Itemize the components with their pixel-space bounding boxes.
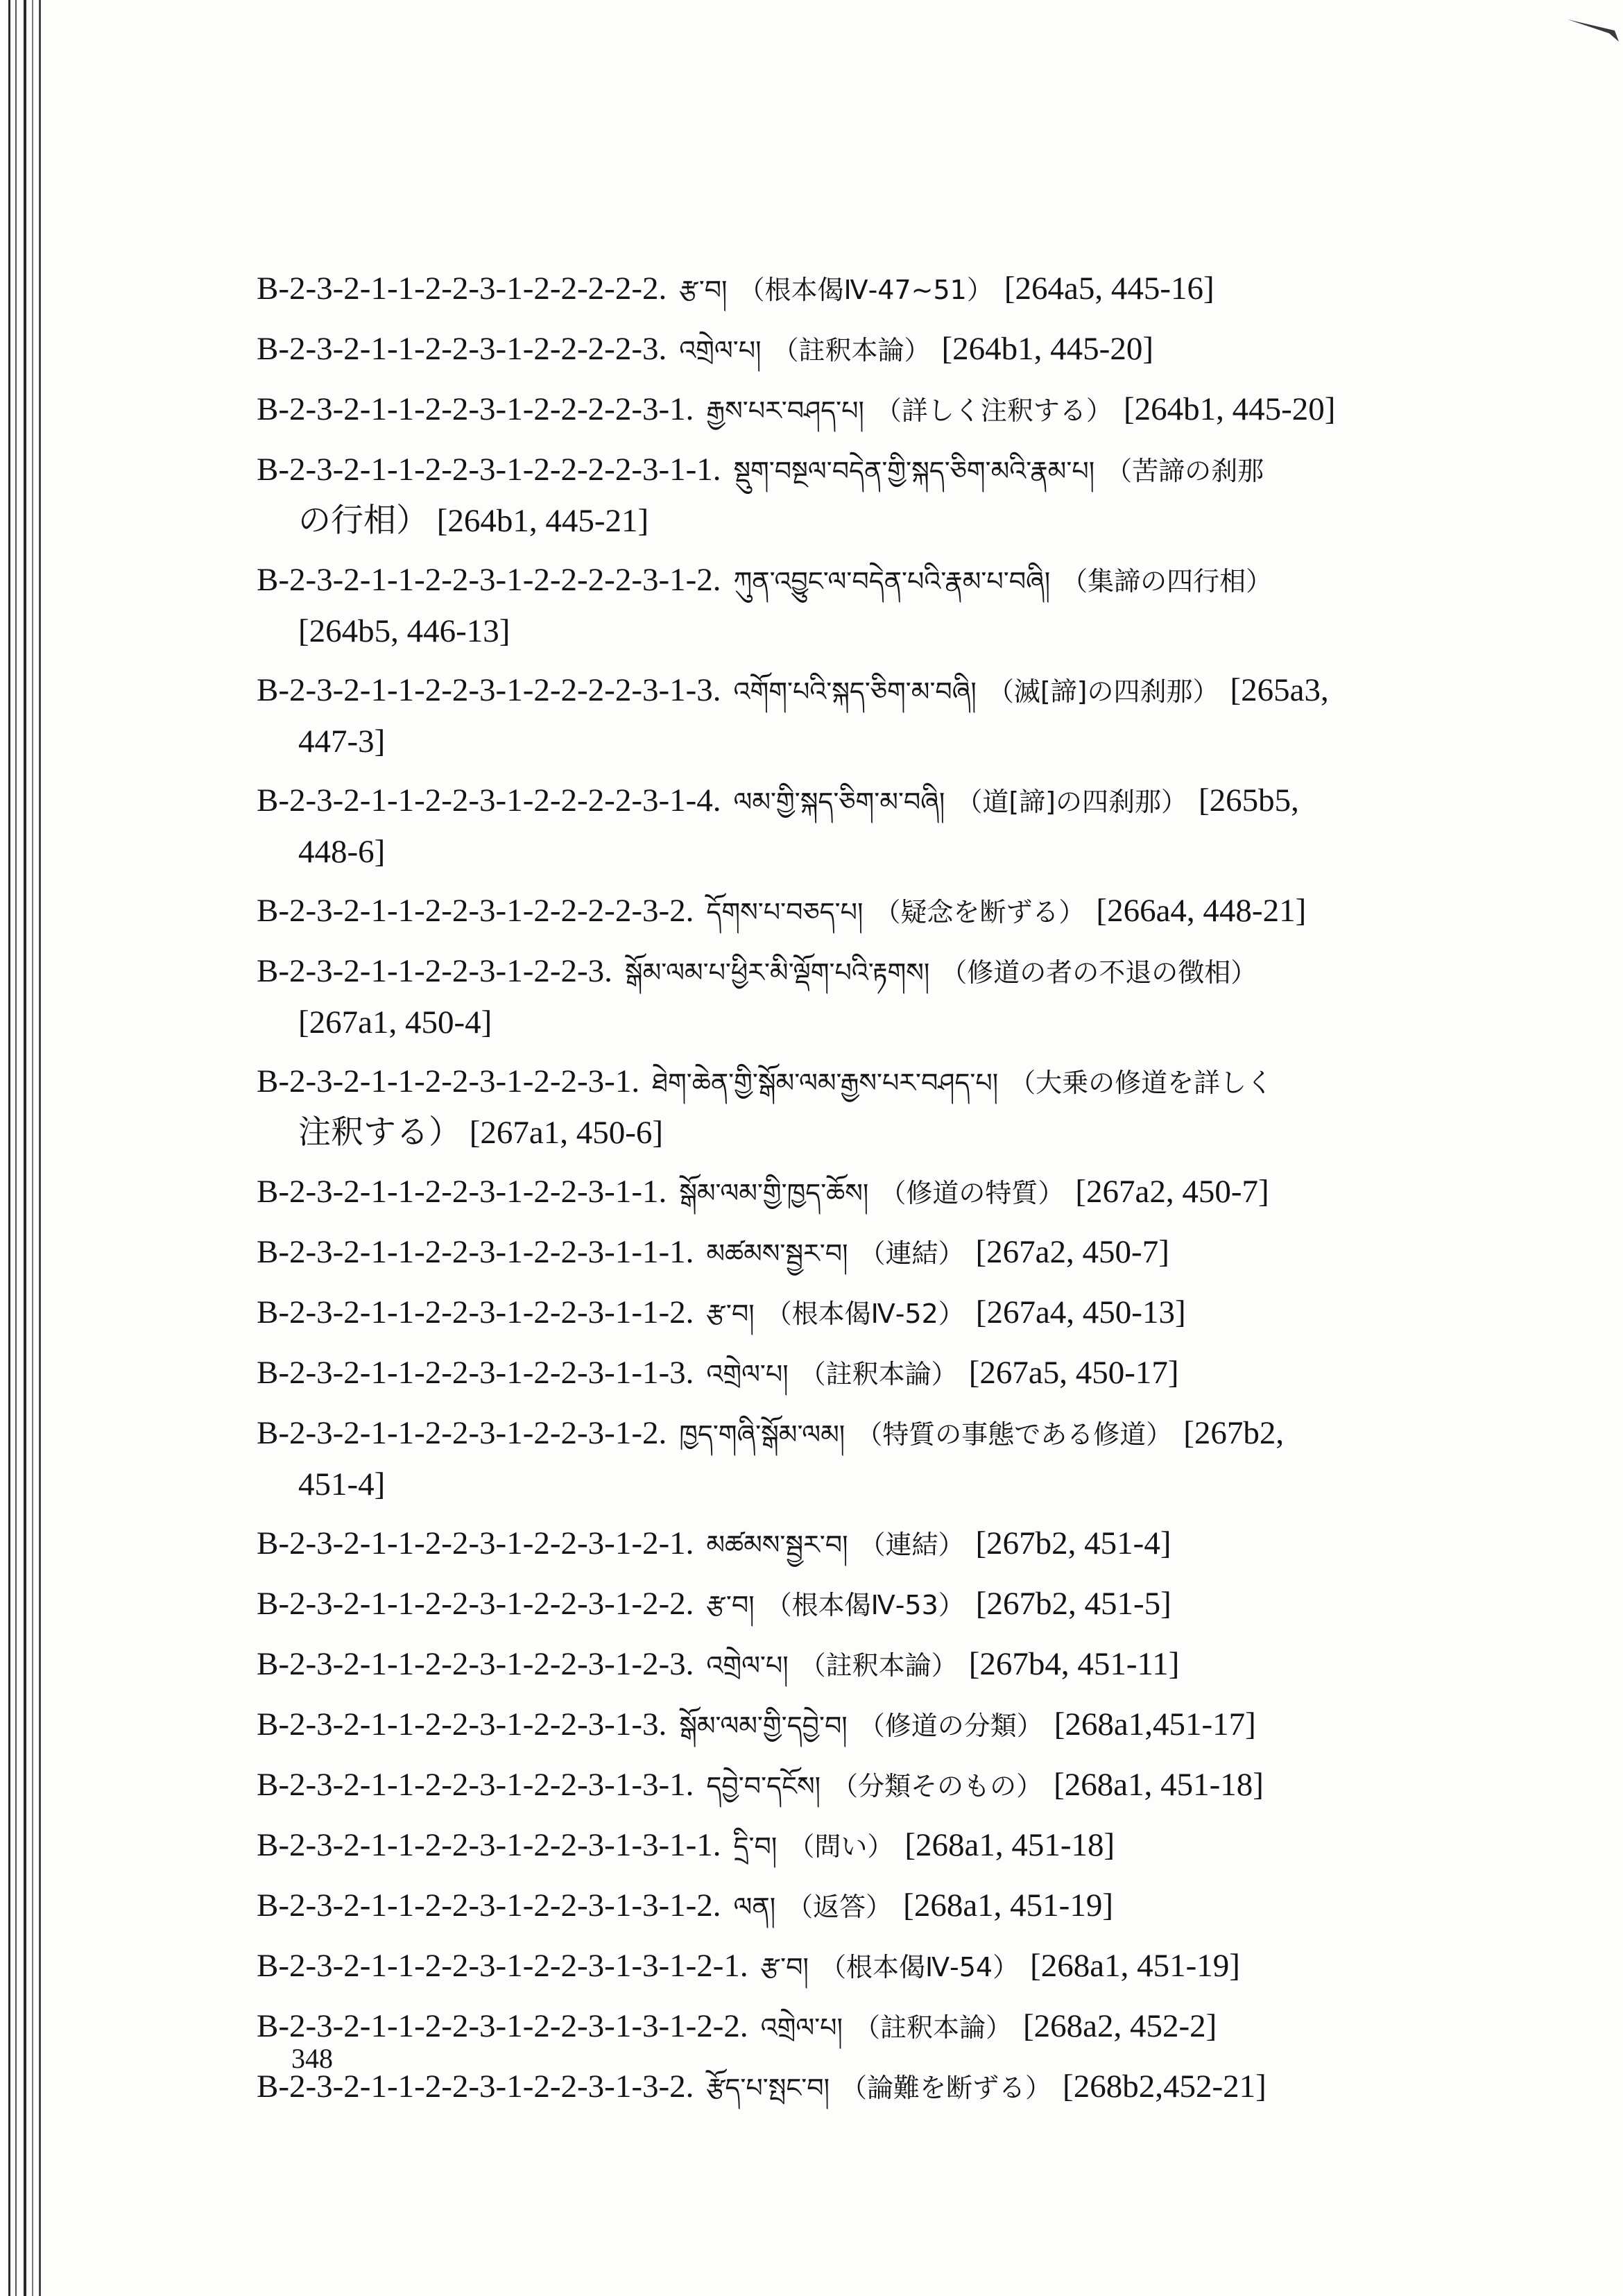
tibetan-heading: སྒོམ་ལམ་པ་ཕྱིར་མི་ལྡོག་པའི་རྟགས།	[624, 957, 930, 988]
section-code: B-2-3-2-1-1-2-2-3-1-2-2-2-2-3-1-2.	[257, 562, 721, 598]
section-code: B-2-3-2-1-1-2-2-3-1-2-2-2-2-3-1-1.	[257, 452, 721, 488]
outline-list	[257, 264, 1450, 2122]
section-code: B-2-3-2-1-1-2-2-3-1-2-2-3-1-1.	[257, 1174, 667, 1210]
japanese-gloss: （根本偈Ⅳ-53）	[765, 1590, 965, 1620]
folio-reference: [268a1, 451-19]	[1030, 1948, 1240, 1984]
folio-reference: [266a4, 448-21]	[1096, 893, 1307, 929]
folio-reference: [267b2, 451-4]	[975, 1525, 1171, 1561]
tibetan-heading: ཐེག་ཆེན་གྱི་སྒོམ་ལམ་རྒྱས་པར་བཤད་པ།	[652, 1068, 999, 1098]
japanese-gloss: （大乗の修道を詳しく	[1009, 1068, 1273, 1098]
tibetan-heading: སྡུག་བསྔལ་བདེན་གྱི་སྐད་ཅིག་མའི་རྣམ་པ།	[733, 456, 1095, 486]
japanese-gloss: （道[諦]の四刹那）	[956, 787, 1187, 817]
outline-entry	[257, 1167, 1450, 1218]
tibetan-heading: ཀུན་འབྱུང་ལ་བདེན་པའི་རྣམ་པ་བཞི།	[733, 566, 1051, 597]
folio-reference: [264b1, 445-20]	[1123, 391, 1336, 427]
section-code: B-2-3-2-1-1-2-2-3-1-2-2-2-2-3-1.	[257, 391, 694, 427]
tibetan-heading: ཁྱད་གཞི་སྒོམ་ལམ།	[679, 1419, 845, 1450]
tibetan-heading: མཚམས་སྦྱར་བ།	[706, 1238, 848, 1269]
outline-entry	[257, 1820, 1450, 1871]
outline-entry	[257, 2001, 1450, 2053]
folio-reference: [267a2, 450-7]	[1075, 1174, 1269, 1210]
tibetan-heading: མཚམས་སྦྱར་བ།	[706, 1530, 848, 1560]
outline-entry	[257, 1639, 1450, 1690]
japanese-gloss: （滅[諦]の四刹那）	[987, 676, 1219, 707]
section-code: B-2-3-2-1-1-2-2-3-1-2-2-3-1-3-1.	[257, 1767, 694, 1803]
tibetan-heading: རྩ་བ།	[706, 1299, 755, 1329]
japanese-gloss: （返答）	[787, 1892, 893, 1922]
outline-entry	[257, 1348, 1450, 1399]
binding-edge	[0, 0, 55, 2296]
entry-continuation: [267a1, 450-4]	[298, 1004, 492, 1040]
folio-reference: [268a1, 451-19]	[903, 1887, 1113, 1924]
japanese-gloss: （註釈本論）	[799, 1359, 958, 1389]
outline-entry	[257, 324, 1450, 375]
folio-reference: [264b1, 445-20]	[941, 331, 1153, 367]
tibetan-heading: སྒོམ་ལམ་གྱི་དབྱེ་བ།	[679, 1711, 848, 1741]
japanese-gloss: （註釈本論）	[799, 1650, 958, 1681]
entry-continuation: の行相） [264b1, 445-21]	[298, 503, 649, 539]
tibetan-heading: འགྲེལ་པ།	[706, 1650, 789, 1681]
outline-entry	[257, 1941, 1450, 1992]
entry-continuation: 注釈する） [267a1, 450-6]	[298, 1115, 664, 1151]
section-code: B-2-3-2-1-1-2-2-3-1-2-2-2-2-3-1-3.	[257, 672, 721, 708]
section-code: B-2-3-2-1-1-2-2-3-1-2-2-3-1-3-1-2-1.	[257, 1948, 748, 1984]
outline-entry	[257, 1579, 1450, 1630]
tibetan-heading: སྒོམ་ལམ་གྱི་ཁྱད་ཆོས།	[679, 1178, 869, 1208]
outline-entry	[257, 384, 1450, 436]
tibetan-heading: རྩོད་པ་སྤང་བ།	[706, 2073, 830, 2103]
tibetan-heading: རྩ་བ།	[679, 275, 728, 305]
japanese-gloss: （註釈本論）	[853, 2012, 1012, 2043]
outline-entry	[257, 1408, 1450, 1509]
japanese-gloss: （特質の事態である修道）	[856, 1419, 1173, 1450]
outline-entry	[257, 1518, 1450, 1570]
tibetan-heading: ལན།	[733, 1892, 776, 1922]
outline-entry	[257, 1227, 1450, 1278]
japanese-gloss: （修道の特質）	[879, 1178, 1065, 1208]
outline-entry	[257, 776, 1450, 877]
folio-reference: [267b4, 451-11]	[968, 1646, 1180, 1682]
section-code: B-2-3-2-1-1-2-2-3-1-2-2-3-1.	[257, 1063, 640, 1099]
japanese-gloss: （論難を断ずる）	[841, 2073, 1052, 2103]
section-code: B-2-3-2-1-1-2-2-3-1-2-2-2-2-3-2.	[257, 893, 694, 929]
outline-entry	[257, 1287, 1450, 1339]
section-code: B-2-3-2-1-1-2-2-3-1-2-2-3-1-3-1-1.	[257, 1827, 721, 1863]
section-code: B-2-3-2-1-1-2-2-3-1-2-2-3-1-2-3.	[257, 1646, 694, 1682]
folio-reference: [268b2,452-21]	[1063, 2068, 1266, 2105]
section-code: B-2-3-2-1-1-2-2-3-1-2-2-3-1-3-1-2.	[257, 1887, 721, 1924]
folio-reference: [268a1, 451-18]	[904, 1827, 1115, 1863]
tibetan-heading: རྩ་བ།	[760, 1952, 809, 1982]
tibetan-heading: དོགས་པ་བཅད་པ།	[706, 897, 864, 927]
outline-entry	[257, 2062, 1450, 2113]
section-code: B-2-3-2-1-1-2-2-3-1-2-2-3-1-2-2.	[257, 1586, 694, 1622]
outline-entry	[257, 946, 1450, 1047]
outline-entry	[257, 1881, 1450, 1932]
folio-reference: [268a1,451-17]	[1054, 1706, 1256, 1742]
japanese-gloss: （問い）	[788, 1831, 894, 1862]
entry-continuation: [264b5, 446-13]	[298, 613, 510, 649]
folio-reference: [267a5, 450-17]	[968, 1355, 1179, 1391]
tibetan-heading: འགྲེལ་པ།	[706, 1359, 789, 1389]
section-code: B-2-3-2-1-1-2-2-3-1-2-2-2-2-3-1-4.	[257, 782, 721, 819]
folio-reference: [267a4, 450-13]	[975, 1294, 1186, 1330]
tibetan-heading: དབྱེ་བ་དངོས།	[706, 1771, 821, 1801]
folio-reference: [264a5, 445-16]	[1004, 271, 1214, 307]
section-code: B-2-3-2-1-1-2-2-3-1-2-2-3-1-1-3.	[257, 1355, 694, 1391]
section-code: B-2-3-2-1-1-2-2-3-1-2-2-3-1-1-1.	[257, 1234, 694, 1270]
entry-continuation: 451-4]	[298, 1466, 386, 1502]
tibetan-heading: འགྲེལ་པ།	[679, 335, 762, 366]
outline-entry	[257, 1056, 1450, 1158]
section-code: B-2-3-2-1-1-2-2-3-1-2-2-3-1-3-1-2-2.	[257, 2008, 748, 2044]
folio-reference: [268a2, 452-2]	[1022, 2008, 1217, 2044]
japanese-gloss: （連結）	[859, 1530, 965, 1560]
japanese-gloss: （詳しく注釈する）	[875, 395, 1113, 426]
japanese-gloss: （疑念を断ずる）	[874, 897, 1085, 927]
section-code: B-2-3-2-1-1-2-2-3-1-2-2-2-2-2.	[257, 271, 667, 307]
japanese-gloss: （集諦の四行相）	[1061, 566, 1273, 597]
japanese-gloss: （修道の分類）	[858, 1711, 1043, 1741]
tibetan-heading: རྒྱས་པར་བཤད་པ།	[706, 395, 864, 426]
section-code: B-2-3-2-1-1-2-2-3-1-2-2-3.	[257, 953, 612, 989]
section-code: B-2-3-2-1-1-2-2-3-1-2-2-3-1-1-2.	[257, 1294, 694, 1330]
outline-entry	[257, 555, 1450, 656]
tibetan-heading: ལམ་གྱི་སྐད་ཅིག་མ་བཞི།	[733, 787, 945, 817]
entry-continuation: 448-6]	[298, 834, 386, 870]
section-code: B-2-3-2-1-1-2-2-3-1-2-2-3-1-2-1.	[257, 1525, 694, 1561]
folio-reference: [265b5,	[1199, 782, 1299, 819]
outline-entry	[257, 1699, 1450, 1751]
tibetan-heading: འགོག་པའི་སྐད་ཅིག་མ་བཞི།	[733, 676, 977, 707]
section-code: B-2-3-2-1-1-2-2-3-1-2-2-3-1-2.	[257, 1415, 667, 1451]
japanese-gloss: （修道の者の不退の徴相）	[941, 957, 1257, 988]
japanese-gloss: （分類そのもの）	[832, 1771, 1043, 1801]
tibetan-heading: རྩ་བ།	[706, 1590, 755, 1620]
folio-reference: [265a3,	[1230, 672, 1329, 708]
tibetan-heading: དྲི་བ།	[733, 1831, 778, 1862]
japanese-gloss: （苦諦の刹那	[1106, 456, 1264, 486]
folio-reference: [267b2, 451-5]	[975, 1586, 1171, 1622]
outline-entry	[257, 665, 1450, 766]
folio-reference: [268a1, 451-18]	[1054, 1767, 1264, 1803]
folio-reference: [267b2,	[1183, 1415, 1285, 1451]
section-code: B-2-3-2-1-1-2-2-3-1-2-2-3-1-3.	[257, 1706, 667, 1742]
entry-continuation: 447-3]	[298, 723, 386, 760]
outline-entry	[257, 445, 1450, 546]
japanese-gloss: （根本偈Ⅳ-52）	[765, 1299, 965, 1329]
section-code: B-2-3-2-1-1-2-2-3-1-2-2-3-1-3-2.	[257, 2068, 694, 2105]
japanese-gloss: （註釈本論）	[772, 335, 931, 366]
japanese-gloss: （連結）	[859, 1238, 965, 1269]
section-code: B-2-3-2-1-1-2-2-3-1-2-2-2-2-3.	[257, 331, 667, 367]
scan-corner-mark	[1561, 0, 1623, 62]
outline-entry	[257, 264, 1450, 315]
outline-entry	[257, 1760, 1450, 1811]
folio-reference: [267a2, 450-7]	[975, 1234, 1169, 1270]
japanese-gloss: （根本偈Ⅳ-47~51）	[738, 275, 993, 305]
page-number: 348	[291, 2043, 333, 2074]
tibetan-heading: འགྲེལ་པ།	[760, 2012, 843, 2043]
outline-entry	[257, 886, 1450, 937]
japanese-gloss: （根本偈Ⅳ-54）	[819, 1952, 1020, 1982]
